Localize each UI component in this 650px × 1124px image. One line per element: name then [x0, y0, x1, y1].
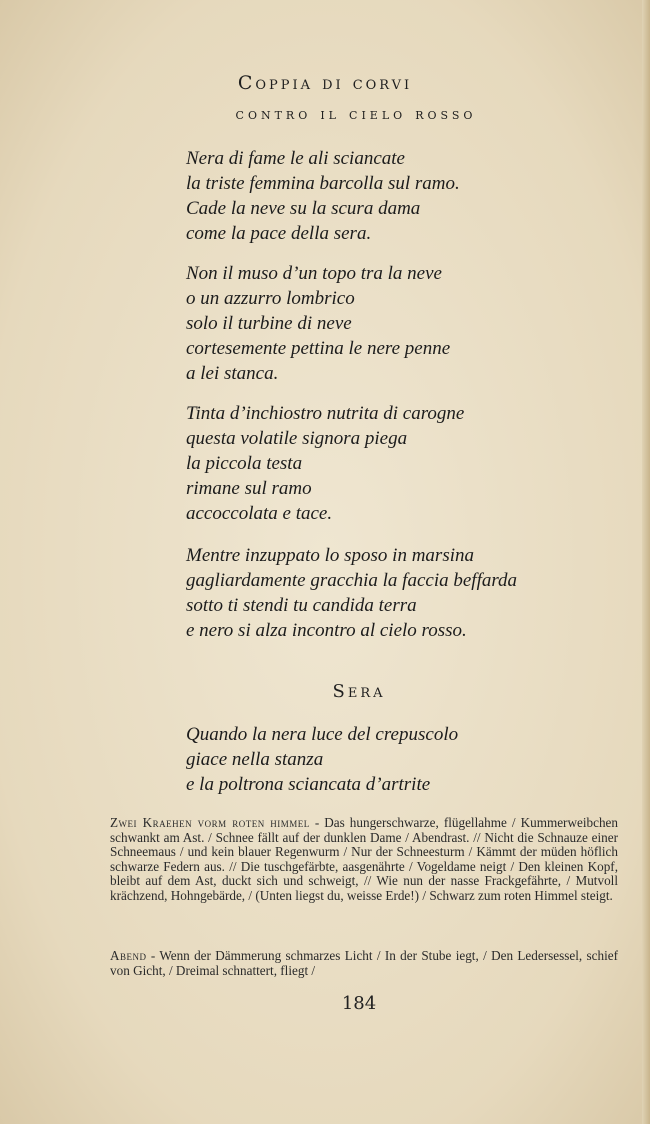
verse-line: la piccola testa [186, 453, 303, 474]
page-edge [642, 0, 650, 1124]
poem-title-line1: Coppia di corvi [237, 72, 413, 94]
verse-line: a lei stanca. [186, 363, 279, 384]
verse-line: Cade la neve su la scura dama [186, 198, 421, 219]
verse-line: giace nella stanza [186, 749, 324, 770]
stanza-sera-1 [186, 722, 458, 797]
translation-heading: Abend [110, 948, 147, 963]
translation-text: - Das hungerschwarze, flügellahme / Kummerweibchen schwankt am Ast. / Schnee fällt auf der dunklen Dame / Abendrast. // Nicht die Schnauze einer Schneemaus / und kein blauer Regenwurm / Nur der Schneesturm / Kämmt der müden höflich schwarze Federn aus. // Die tuschgefärbte, aasgenährte / Vogeldame neigt / Den kleinen Kopf, bleibt auf dem Ast, duckt sich und schweigt, // Wie nun der nasse Frackgefährte, / Mutvoll krächzend, Hohngebärde, / (Unten liegst du, weisse Erde!) / Schwarz zum roten Himmel steigt. [110, 815, 618, 903]
translation-heading: Zwei Kraehen vorm roten himmel [110, 815, 310, 830]
verse-line: questa volatile signora piega [186, 428, 408, 449]
verse-line: solo il turbine di neve [186, 313, 352, 334]
poem-title-sera: Sera [332, 681, 386, 702]
verse-line: o un azzurro lombrico [186, 288, 355, 309]
stanza-2 [186, 261, 450, 386]
page-number: 184 [341, 993, 377, 1014]
verse-line: la triste femmina barcolla sul ramo. [186, 173, 460, 194]
verse-line: sotto ti stendi tu candida terra [186, 595, 417, 616]
verse-line: accoccolata e tace. [186, 503, 333, 524]
stanza-4 [186, 543, 517, 643]
translation-note-1 [110, 816, 618, 904]
stanza-1 [186, 146, 460, 246]
verse-line: Non il muso d’un topo tra la neve [186, 263, 442, 284]
translation-note-2 [110, 949, 618, 978]
verse-line: Tinta d’inchiostro nutrita di carogne [186, 403, 465, 424]
verse-line: rimane sul ramo [186, 478, 312, 499]
stanza-3 [186, 401, 464, 526]
poem-title-line2: contro il cielo rosso [235, 104, 477, 123]
verse-line: Nera di fame le ali sciancate [186, 148, 405, 169]
verse-line: come la pace della sera. [186, 223, 372, 244]
verse-line: cortesemente pettina le nere penne [186, 338, 451, 359]
verse-line: Mentre inzuppato lo sposo in marsina [186, 545, 474, 566]
verse-line: Quando la nera luce del crepuscolo [186, 724, 459, 745]
verse-line: gagliardamente gracchia la faccia beffarda [186, 570, 518, 591]
verse-line: e la poltrona sciancata d’artrite [186, 774, 431, 795]
translation-text: - Wenn der Dämmerung schmarzes Licht / In der Stube iegt, / Den Ledersessel, schief von Gicht, / Dreimal schnattert, fliegt / [110, 948, 618, 978]
verse-line: e nero si alza incontro al cielo rosso. [186, 620, 467, 641]
